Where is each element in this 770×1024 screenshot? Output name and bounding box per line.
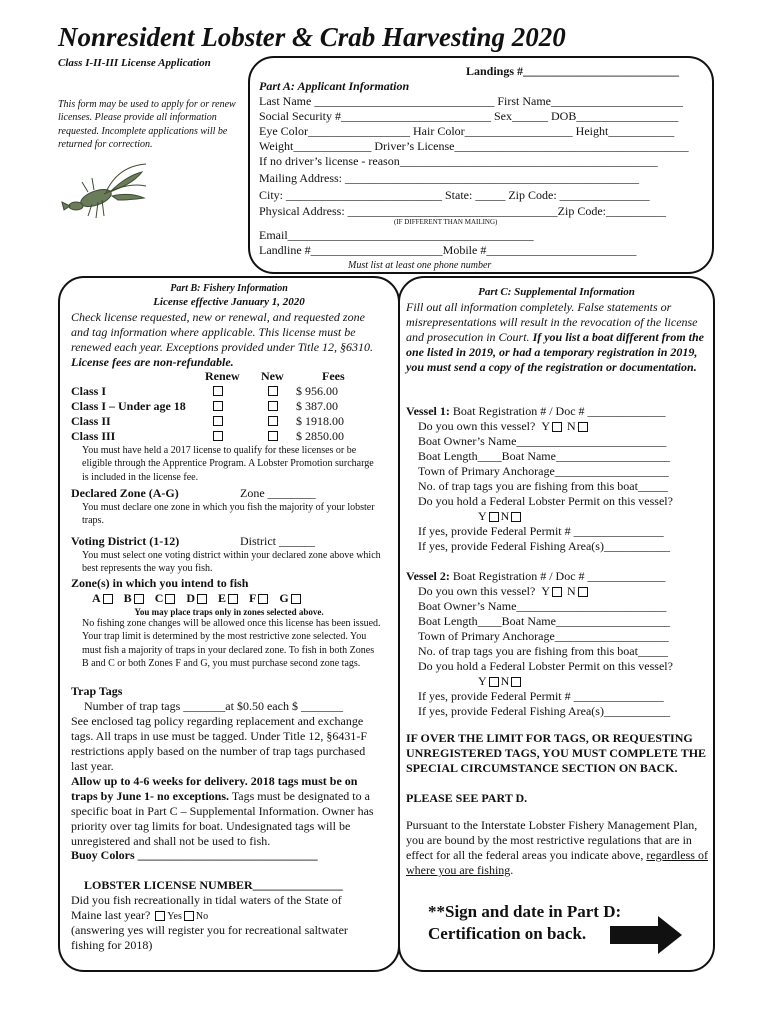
vessel-2-own-n-checkbox[interactable] <box>578 587 588 597</box>
zone-checkboxes <box>92 591 303 606</box>
class-1-under-18-new-checkbox[interactable] <box>268 401 278 411</box>
vessel-1-federal-y-label: Y <box>478 509 487 523</box>
vessel-1-own-y-checkbox[interactable] <box>552 422 562 432</box>
no-license-reason-field[interactable]: If no driver’s license - reason___________________________________________ <box>259 154 658 168</box>
part-a-title: Part A: Applicant Information <box>259 79 410 93</box>
vessel-1-own-question: Do you own this vessel? <box>418 419 536 433</box>
vessel-2-label: Vessel 2: <box>406 569 450 583</box>
lobster-icon <box>58 162 148 224</box>
vessel-2-federal-yn <box>478 674 523 689</box>
vessel-1-federal-y-checkbox[interactable] <box>489 512 499 522</box>
physical-address-field[interactable]: Physical Address: ___________________________________Zip Code:__________ <box>259 204 666 218</box>
recreational-note: (answering yes will register you for recreational saltwater fishing for 2018) <box>71 923 348 952</box>
vessel-1-own-y-label: Y <box>541 419 550 433</box>
recreational-no-label: No <box>195 911 209 922</box>
phone-field[interactable]: Landline #______________________Mobile #_________________________ <box>259 243 637 257</box>
eye-color-field[interactable]: Eye Color_________________ Hair Color__________________ Height___________ <box>259 124 675 138</box>
vessel-1-own-n-label: N <box>567 419 576 433</box>
zone-e-label: E <box>218 591 227 605</box>
class-1-renew-checkbox[interactable] <box>213 386 223 396</box>
vessel-2-registration-text: Boat Registration # / Doc # _____________ <box>452 569 666 583</box>
zone-a-label: A <box>92 591 101 605</box>
license-effective: License effective January 1, 2020 <box>153 296 305 308</box>
part-b-title: Part B: Fishery Information <box>170 283 288 294</box>
vessel-2-federal-n-checkbox[interactable] <box>511 677 521 687</box>
zone-change-note: No fishing zone changes will be allowed once this license has been issued. Your trap limit is determined by the most restrictive zone selected. You must fish a majority of traps in your declared zone. To fish in both Zones B and C or both Zones F and G, you must purchase second zone tags. <box>82 618 381 669</box>
vessel-1-registration-text: Boat Registration # / Doc # _____________ <box>452 404 666 418</box>
vessel-2-area-field[interactable]: If yes, provide Federal Fishing Area(s)___________ <box>418 704 670 718</box>
class-1-under-18-label: Class I – Under age 18 <box>71 399 186 413</box>
pursuant-note: Pursuant to the Interstate Lobster Fishery Management Plan, you are bound by the most restrictive regulations that are in effect for all the federal areas you indicate above, regardless of where you are fishing. <box>406 818 708 877</box>
delivery-note <box>71 774 383 849</box>
vessel-2-length-field[interactable]: Boat Length____Boat Name___________________ <box>418 614 670 628</box>
class-3-label: Class III <box>71 429 116 443</box>
recreational-yes-checkbox[interactable] <box>155 911 165 921</box>
recreational-yes-label: Yes <box>167 911 182 922</box>
vessel-1-length-field[interactable]: Boat Length____Boat Name___________________ <box>418 449 670 463</box>
vessel-1-own-n-checkbox[interactable] <box>578 422 588 432</box>
zones-heading: Zone(s) in which you intend to fish <box>71 576 249 590</box>
sign-instruction-1: **Sign and date in Part D: <box>428 902 622 921</box>
vessel-1-permit-field[interactable]: If yes, provide Federal Permit # _______________ <box>418 524 664 538</box>
vessel-1-federal-n-checkbox[interactable] <box>511 512 521 522</box>
vessel-2-own-y-checkbox[interactable] <box>552 587 562 597</box>
vessel-1-federal-n-label: N <box>500 509 510 523</box>
sign-instruction-2: Certification on back. <box>428 924 587 943</box>
class-3-renew-checkbox[interactable] <box>213 431 223 441</box>
zone-a-checkbox[interactable] <box>103 594 113 604</box>
recreational-no-checkbox[interactable] <box>184 911 194 921</box>
vessel-1-federal-yn <box>478 509 523 524</box>
part-c-intro-text: Fill out all information completely. False statements or misrepresentations will result in the revocation of the license and prosecution in Court. <box>406 300 698 344</box>
part-b-instructions-text: Check license requested, new or renewal, and requested zone and tag information where applicable. This license must be renewed each year. Exceptions provided under Title 12, §6310. <box>71 310 374 354</box>
vessel-2-federal-y-label: Y <box>478 674 487 688</box>
zone-c-checkbox[interactable] <box>165 594 175 604</box>
tag-policy: See enclosed tag policy regarding replacement and exchange tags. All traps in use must be tagged. Under Title 12, §6431-F restrictions apply based on the number of trap tags purchased last year. <box>71 714 367 773</box>
col-new: New <box>261 369 284 383</box>
declared-zone-field[interactable]: Zone ________ <box>240 486 316 500</box>
recreational-question-line2: Maine last year? <box>71 908 151 922</box>
part-c-intro <box>406 300 706 375</box>
vessel-1-own <box>418 419 590 434</box>
zone-b-checkbox[interactable] <box>134 594 144 604</box>
class-1-fee: $ 956.00 <box>296 384 338 398</box>
class-2-fee: $ 1918.00 <box>296 414 344 428</box>
recreational-answer <box>71 908 208 924</box>
zone-b-label: B <box>123 591 132 605</box>
different-than-mailing-note: (IF DIFFERENT THAN MAILING) <box>394 218 498 226</box>
vessel-2-traps-field[interactable]: No. of trap tags you are fishing from this boat_____ <box>418 644 668 658</box>
class-1-under-18-renew-checkbox[interactable] <box>213 401 223 411</box>
trap-tags-heading: Trap Tags <box>71 684 123 698</box>
zone-d-checkbox[interactable] <box>197 594 207 604</box>
vessel-1-registration[interactable] <box>406 404 666 419</box>
zone-f-checkbox[interactable] <box>258 594 268 604</box>
vessel-2-owner-name-field[interactable]: Boat Owner’s Name_________________________ <box>418 599 667 613</box>
landings-field[interactable]: Landings #__________________________ <box>466 64 680 78</box>
intro-text: This form may be used to apply for or renew licenses. Please provide all information requested. Incomplete applications will be returned for correction. <box>58 99 236 151</box>
class-2-label: Class II <box>71 414 111 428</box>
part-b-instructions <box>71 310 383 370</box>
class-1-label: Class I <box>71 384 107 398</box>
vessel-2-federal-question: Do you hold a Federal Lobster Permit on this vessel? <box>418 659 673 673</box>
delivery-note-rest: Tags must be designated to a specific boat in Part C – Supplemental Information. Owner has priority over tag limits for boat. Undesignated tags will be unregistered and shall not be used to fish. <box>71 789 374 848</box>
vessel-2-federal-n-label: N <box>500 674 510 688</box>
mailing-address-field[interactable]: Mailing Address: _________________________________________________ <box>259 171 639 185</box>
zone-f-label: F <box>249 591 257 605</box>
voting-district-note: You must select one voting district within your declared zone above which best represents the way you fish. <box>82 550 381 575</box>
regardless-text: regardless of where you are fishing <box>406 848 708 877</box>
vessel-1-label: Vessel 1: <box>406 404 450 418</box>
col-renew: Renew <box>205 369 240 383</box>
class-2-renew-checkbox[interactable] <box>213 416 223 426</box>
vessel-2-own-question: Do you own this vessel? <box>418 584 536 598</box>
delivery-note-bold: Allow up to 4-6 weeks for delivery. 2018 tags must be on traps by June 1- no exceptions. <box>71 774 358 803</box>
vessel-2-own-n-label: N <box>567 584 576 598</box>
vessel-1-owner-name-field[interactable]: Boat Owner’s Name_________________________ <box>418 434 667 448</box>
declared-zone-label: Declared Zone (A-G) <box>71 486 179 500</box>
ssn-field[interactable]: Social Security #_________________________ Sex______ DOB_________________ <box>259 109 679 123</box>
class-1-new-checkbox[interactable] <box>268 386 278 396</box>
vessel-2-town-field[interactable]: Town of Primary Anchorage___________________ <box>418 629 669 643</box>
class-2-new-checkbox[interactable] <box>268 416 278 426</box>
part-c-title: Part C: Supplemental Information <box>478 286 635 298</box>
voting-district-field[interactable]: District ______ <box>240 534 315 548</box>
vessel-2-own <box>418 584 590 599</box>
email-field[interactable]: Email_________________________________________ <box>259 228 534 242</box>
see-part-d-note: PLEASE SEE PART D. <box>406 791 528 805</box>
recreational-question <box>71 893 342 908</box>
vessel-1-area-field[interactable]: If yes, provide Federal Fishing Area(s)___________ <box>418 539 670 553</box>
page-title: Nonresident Lobster & Crab Harvesting 2020 <box>58 22 566 52</box>
vessel-1-traps-field[interactable]: No. of trap tags you are fishing from this boat_____ <box>418 479 668 493</box>
recreational-question-text: Did you fish recreationally in tidal waters of the State of <box>71 893 342 907</box>
zones-note: You may place traps only in zones selected above. <box>134 607 324 617</box>
vessel-2-federal-y-checkbox[interactable] <box>489 677 499 687</box>
zone-g-checkbox[interactable] <box>291 594 301 604</box>
weight-field[interactable]: Weight_____________ Driver’s License_______________________________________ <box>259 139 689 153</box>
declared-zone-note: You must declare one zone in which you fish the majority of your lobster traps. <box>82 502 375 527</box>
page-subtitle: Class I-II-III License Application <box>58 57 211 69</box>
phone-note: Must list at least one phone number <box>348 260 492 271</box>
last-name-field[interactable]: Last Name ______________________________ First Name______________________ <box>259 94 683 108</box>
voting-district-label: Voting District (1-12) <box>71 534 180 548</box>
zone-d-label: D <box>186 591 196 605</box>
city-state-zip-field[interactable]: City: __________________________ State: _____ Zip Code: _______________ <box>259 188 650 202</box>
apprentice-note: You must have held a 2017 license to qualify for these licenses or be eligible through the Apprentice Program. A Lobster Promotion surcharge is included in the license fee. <box>82 445 374 483</box>
vessel-1-town-field[interactable]: Town of Primary Anchorage___________________ <box>418 464 669 478</box>
non-refundable-note: License fees are non-refundable. <box>71 355 234 369</box>
vessel-2-own-y-label: Y <box>541 584 550 598</box>
col-fees: Fees <box>322 369 345 383</box>
vessel-1-federal-question: Do you hold a Federal Lobster Permit on this vessel? <box>418 494 673 508</box>
right-arrow-icon <box>610 916 682 954</box>
zone-e-checkbox[interactable] <box>228 594 238 604</box>
zone-g-label: G <box>279 591 289 605</box>
class-3-fee: $ 2850.00 <box>296 429 344 443</box>
over-limit-note: IF OVER THE LIMIT FOR TAGS, OR REQUESTING UNREGISTERED TAGS, YOU MUST COMPLETE THE SPECIAL CIRCUMSTANCE SECTION ON BACK. <box>406 731 707 775</box>
trap-tags-count-field[interactable]: Number of trap tags _______at $0.50 each $ _______ <box>84 699 343 713</box>
pursuant-text: Pursuant to the Interstate Lobster Fishery Management Plan, you are bound by the most restrictive regulations that are in effect for all the federal areas you indicate above, <box>406 818 698 862</box>
zone-c-label: C <box>154 591 164 605</box>
part-c-intro-bold: If you list a boat different from the one listed in 2019, or had a temporary registration in 2019, you must send a copy of the registration or documentation. <box>406 330 705 374</box>
buoy-colors-field[interactable]: Buoy Colors ______________________________ <box>71 848 318 862</box>
vessel-2-registration[interactable] <box>406 569 666 584</box>
lobster-license-number-field[interactable]: LOBSTER LICENSE NUMBER_______________ <box>84 878 343 892</box>
vessel-2-permit-field[interactable]: If yes, provide Federal Permit # _______________ <box>418 689 664 703</box>
class-3-new-checkbox[interactable] <box>268 431 278 441</box>
class-1-under-18-fee: $ 387.00 <box>296 399 338 413</box>
